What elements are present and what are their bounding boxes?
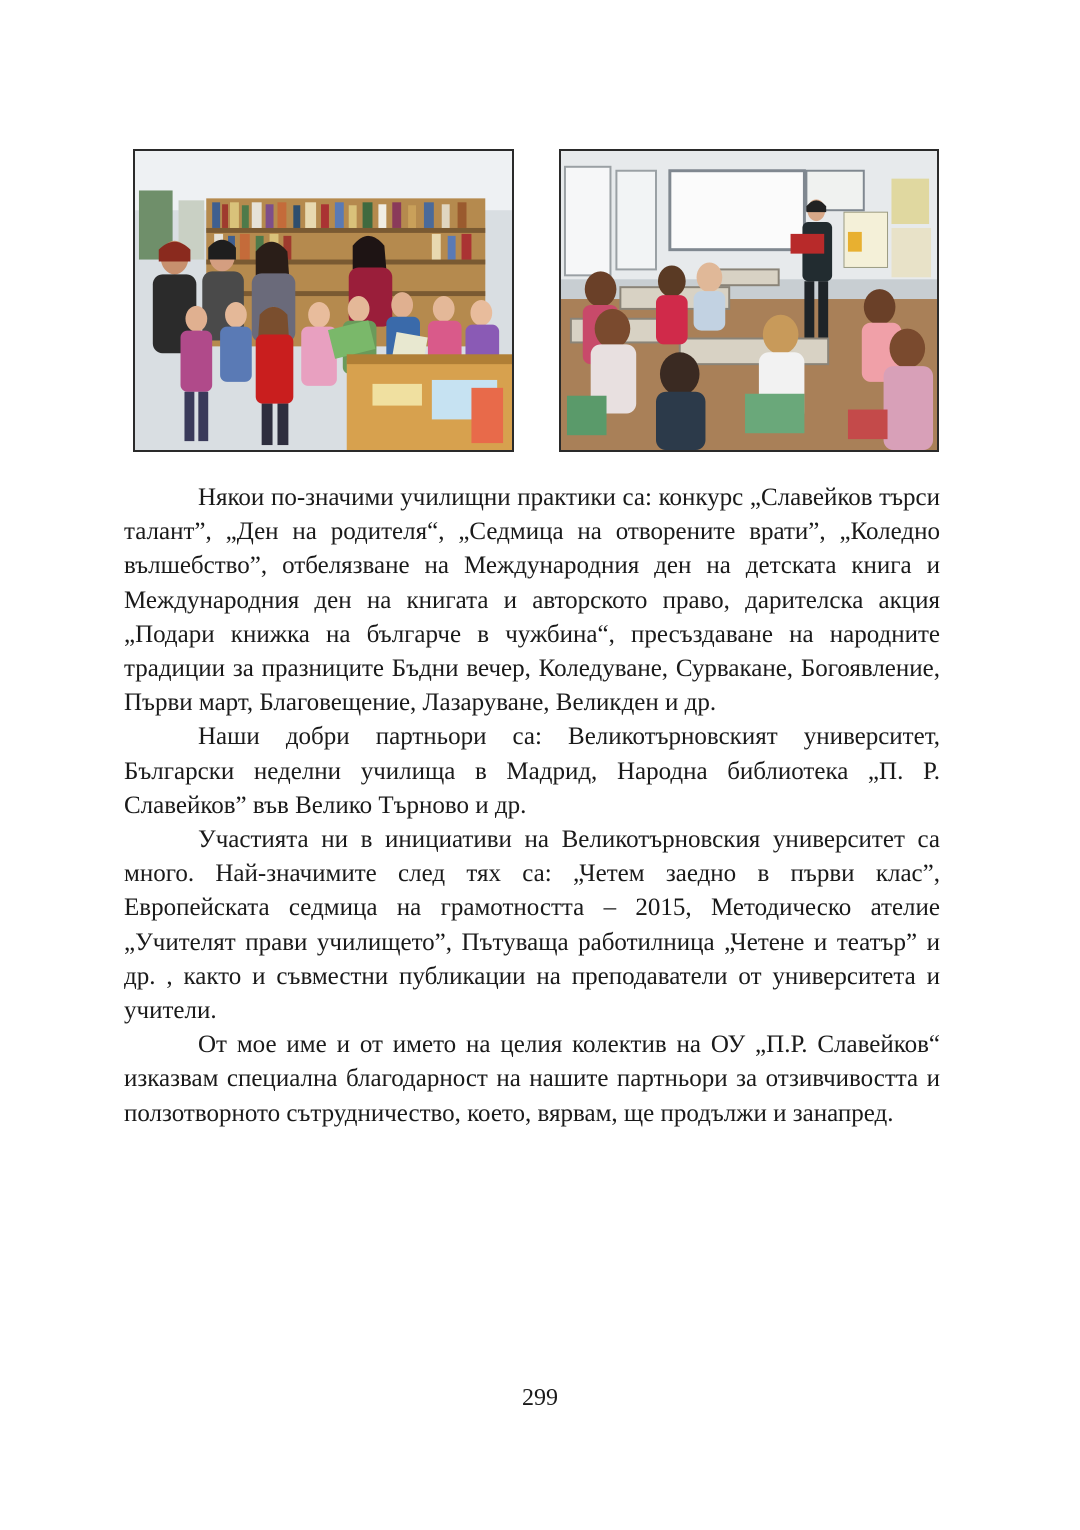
- classroom-reading-photo: [559, 149, 939, 452]
- library-group-photo: [133, 149, 514, 452]
- paragraph-partners: Наши добри партньори са: Великотърновският университет, Български неделни училища в Мадрид, Народна библиотека „П. Р. Славейков” във Велико Търново и др.: [124, 723, 940, 819]
- page-number: 299: [522, 1385, 558, 1411]
- paragraph-school-practices: Някои по-значими училищни практики са: конкурс „Славейков търси талант”, „Ден на родителя“, „Седмица на отворените врати”, „Коледно вълшебство”, отбелязване на Международния ден на детската книга и Международния ден на книгата и авторското право, дарителска акция „Подари книжка на българче в чужбина“, пресъздаване на народните традиции за празниците Бъдни вечер, Коледуване, Сурвакане, Богоявление, Първи март, Благовещение, Лазаруване, Великден и др.: [124, 484, 940, 717]
- paragraph-university-initiatives: Участията ни в инициативи на Великотърновския университет са много. Най-значимите след тях са: „Четем заедно в първи клас”, Европейската седмица на грамотността – 2015, Методическо ателие „Учителят прави училището”, Пътуваща работилница „Четене и театър” и др. , както и съвместни публикации на преподаватели от университета и учители.: [124, 826, 940, 1025]
- body-text: [124, 481, 940, 1131]
- paragraph-gratitude: От мое име и от името на целия колектив на ОУ „П.Р. Славейков“ изказвам специална благодарност на нашите партньори за отзивчивостта и ползотворното сътрудничество, което, вярвам, ще продължи и занапред.: [124, 1031, 940, 1127]
